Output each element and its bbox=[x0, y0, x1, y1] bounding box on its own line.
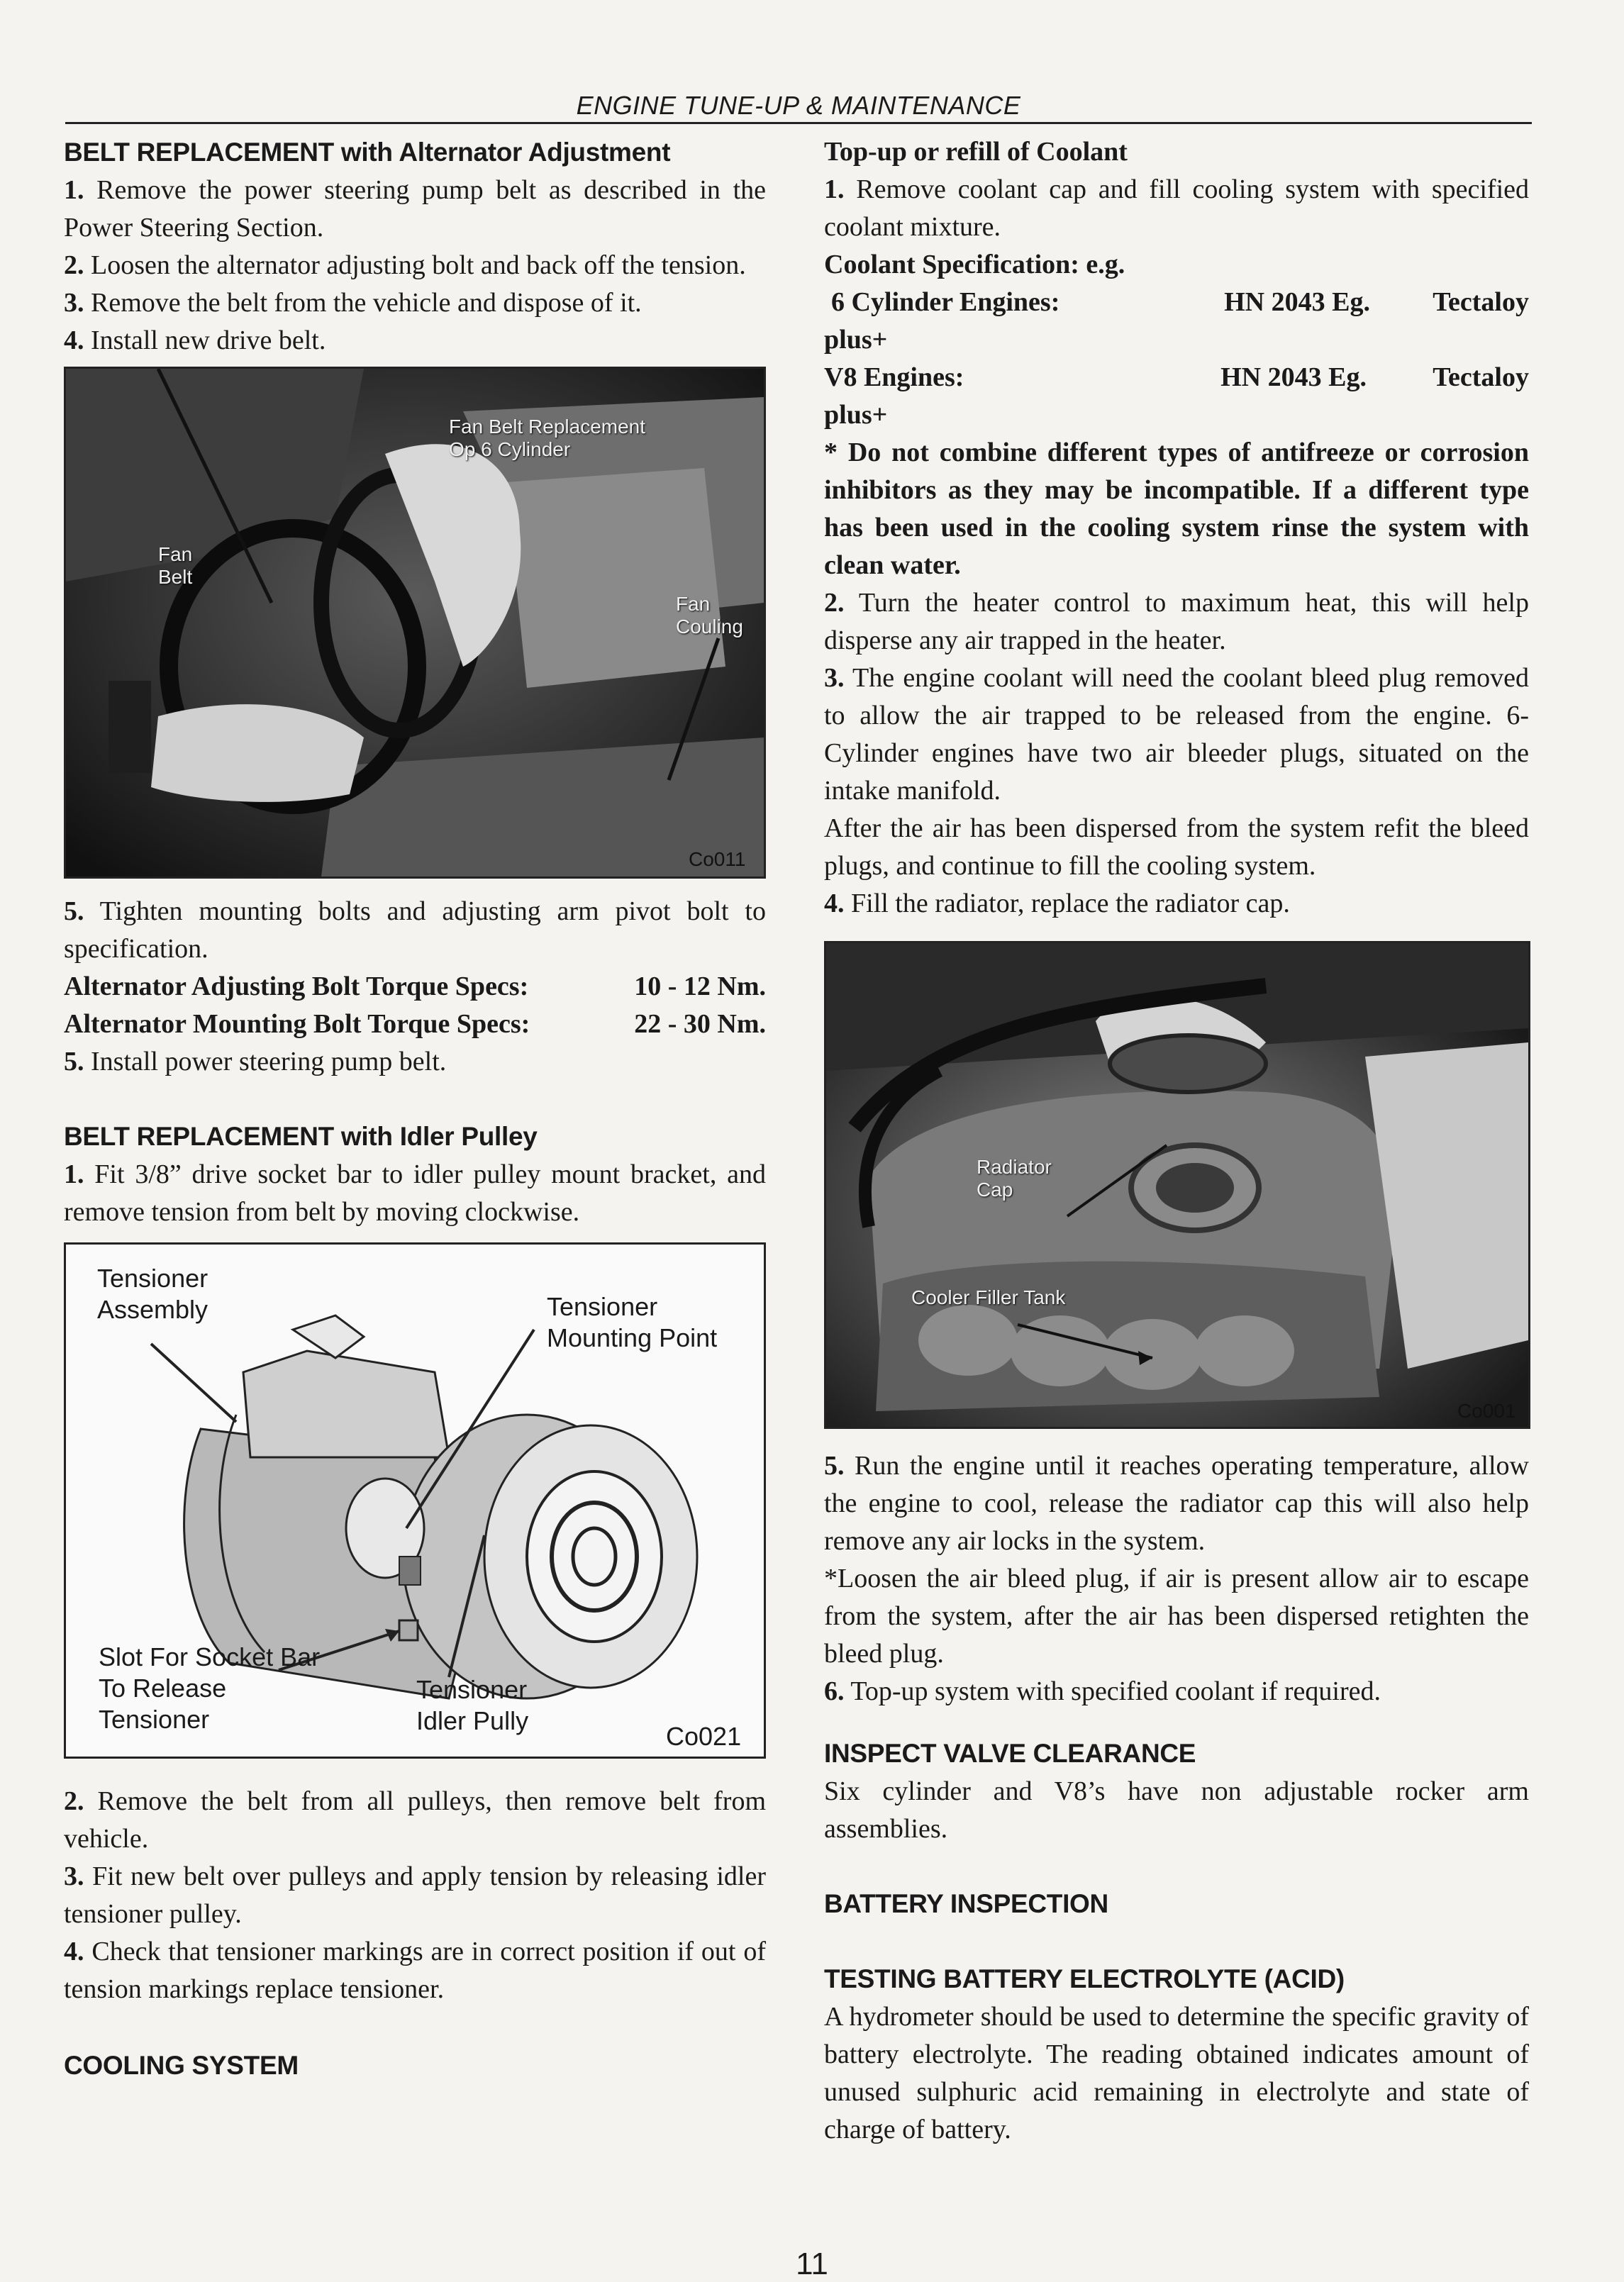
photo-code: Co011 bbox=[689, 848, 746, 870]
spec-suffix: plus+ bbox=[824, 400, 888, 430]
radiator-photo-code: Co001 bbox=[1457, 1400, 1516, 1422]
step-number: 4. bbox=[824, 889, 845, 918]
belt-idler-heading: BELT REPLACEMENT with Idler Pulley bbox=[64, 1122, 538, 1151]
page-number: 11 bbox=[796, 2247, 828, 2281]
step-number: 3. bbox=[824, 663, 845, 693]
radiator-photo-image bbox=[826, 943, 1528, 1427]
step-number: 6. bbox=[824, 1676, 845, 1706]
step-text: Run the engine until it reaches operating temperature, allow the engine to cool, release the radiator cap this will also help remove any air locks in the system. bbox=[824, 1451, 1529, 1556]
step-text: Fit new belt over pulleys and apply tension by releasing idler tensioner pulley. bbox=[64, 1861, 766, 1929]
step-number: 1. bbox=[824, 174, 845, 204]
step-text: Tighten mounting bolts and adjusting arm pivot bolt to specification. bbox=[64, 896, 766, 964]
coolant-step-6 bbox=[824, 1673, 1529, 1710]
torque-value: 22 - 30 Nm. bbox=[634, 1009, 766, 1039]
loosen-text: *Loosen the air bleed plug, if air is present allow air to escape from the system, after the air has been dispersed retighten the bleed plug. bbox=[824, 1564, 1529, 1669]
step-number: 1. bbox=[64, 175, 84, 205]
slot-socket-label: Slot For Socket Bar To Release Tensioner bbox=[99, 1642, 321, 1734]
cooler-tank-label: Cooler Filler Tank bbox=[911, 1286, 1066, 1308]
step-number: 3. bbox=[64, 1861, 84, 1891]
step-install bbox=[64, 1043, 766, 1081]
step-text: Turn the heater control to maximum heat, this will help disperse any air trapped in the heater. bbox=[824, 588, 1529, 655]
coolant-spec-heading: Coolant Specification: e.g. bbox=[824, 250, 1125, 279]
tensioner-diagram bbox=[64, 1242, 766, 1759]
radiator-cap-label: Radiator Cap bbox=[977, 1156, 1052, 1201]
diagram-code: Co021 bbox=[666, 1722, 742, 1751]
fan-couling-label: Fan Couling bbox=[676, 593, 743, 638]
step-text: Remove the belt from all pulleys, then remove belt from vehicle. bbox=[64, 1786, 767, 1854]
step-number: 2. bbox=[64, 1786, 84, 1816]
spec-brand: Tectaloy bbox=[1433, 287, 1529, 317]
spec-suffix: plus+ bbox=[824, 325, 888, 355]
step-number: 4. bbox=[64, 325, 84, 355]
tighten-steps bbox=[64, 893, 766, 1081]
step-text: Install new drive belt. bbox=[91, 325, 326, 355]
step-text: The engine coolant will need the coolant bleed plug removed to allow the air trapped to be released from the engine. 6-Cylinder engines have two air bleeder plugs, situated on the intake manifold. bbox=[824, 663, 1529, 806]
spec-row bbox=[824, 359, 1529, 396]
step-number: 2. bbox=[64, 250, 84, 280]
step-number: 1. bbox=[64, 1159, 84, 1189]
run-steps bbox=[824, 1447, 1529, 1710]
step-4 bbox=[64, 322, 766, 360]
step-number: 5. bbox=[64, 1047, 84, 1076]
step-number: 3. bbox=[64, 288, 84, 318]
page-header-title: ENGINE TUNE-UP & MAINTENANCE bbox=[576, 91, 1021, 120]
antifreeze-warning: * Do not combine different types of antifreeze or corrosion inhibitors as they may be incompatible. If a different type has been used in the cooling system rinse the system with clean water. bbox=[824, 438, 1529, 580]
spec-code: HN 2043 Eg. bbox=[1220, 362, 1367, 392]
spec-engine: 6 Cylinder Engines: bbox=[831, 287, 1060, 317]
coolant-step-1 bbox=[824, 171, 1529, 246]
torque-label: Alternator Adjusting Bolt Torque Specs: bbox=[64, 972, 529, 1001]
spec-engine: V8 Engines: bbox=[824, 362, 964, 392]
step-number: 2. bbox=[824, 588, 845, 618]
spec-row bbox=[824, 284, 1529, 321]
torque-adjusting bbox=[64, 968, 766, 1006]
coolant-step-4 bbox=[824, 885, 1529, 923]
step-number: 5. bbox=[64, 896, 84, 926]
electrolyte-heading: TESTING BATTERY ELECTROLYTE (ACID) bbox=[824, 1964, 1345, 1993]
step-1 bbox=[64, 172, 766, 247]
spec-v8 bbox=[824, 359, 1529, 434]
idler-steps bbox=[64, 1783, 766, 2008]
spec-brand: Tectaloy bbox=[1433, 362, 1529, 392]
coolant-step-3 bbox=[824, 659, 1529, 810]
step-text: Remove coolant cap and fill cooling system with specified coolant mixture. bbox=[824, 174, 1529, 242]
step-5 bbox=[64, 893, 766, 968]
photo-caption: Fan Belt Replacement Op 6 Cylinder bbox=[449, 416, 646, 460]
right-column bbox=[824, 133, 1529, 2149]
alternator-steps bbox=[64, 172, 766, 360]
step-text: Install power steering pump belt. bbox=[91, 1047, 447, 1076]
step-text: Fill the radiator, replace the radiator cap. bbox=[851, 889, 1290, 918]
coolant-step-5 bbox=[824, 1447, 1529, 1560]
fan-belt-label: Fan Belt bbox=[158, 543, 193, 588]
left-column bbox=[64, 133, 766, 2085]
valve-clearance-text: Six cylinder and V8’s have non adjustable rocker arm assemblies. bbox=[824, 1776, 1529, 1844]
step-3 bbox=[64, 284, 766, 322]
step-text: Remove the belt from the vehicle and dispose of it. bbox=[91, 288, 642, 318]
torque-mounting bbox=[64, 1006, 766, 1043]
idler-step-3 bbox=[64, 1858, 766, 1933]
after-air-text: After the air has been dispersed from the system refit the bleed plugs, and continue to fill the cooling system. bbox=[824, 813, 1529, 881]
torque-value: 10 - 12 Nm. bbox=[634, 972, 766, 1001]
step-number: 5. bbox=[824, 1451, 845, 1481]
idler-step-2 bbox=[64, 1783, 766, 1858]
cooling-system-heading: COOLING SYSTEM bbox=[64, 2051, 299, 2080]
step-number: 4. bbox=[64, 1937, 84, 1966]
coolant-step-2 bbox=[824, 584, 1529, 659]
tensioner-mounting-label: Tensioner Mounting Point bbox=[547, 1292, 718, 1352]
step-2 bbox=[64, 247, 766, 284]
valve-clearance-heading: INSPECT VALVE CLEARANCE bbox=[824, 1739, 1196, 1768]
radiator-photo bbox=[824, 941, 1530, 1429]
electrolyte-text: A hydrometer should be used to determine the specific gravity of battery electrolyte. The reading obtained indicates amount of unused sulphuric acid remaining in electrolyte and state of charge of battery. bbox=[824, 2002, 1529, 2144]
torque-label: Alternator Mounting Bolt Torque Specs: bbox=[64, 1009, 530, 1039]
step-text: Remove the power steering pump belt as described in the Power Steering Section. bbox=[64, 175, 766, 243]
step-text: Top-up system with specified coolant if required. bbox=[850, 1676, 1381, 1706]
tensioner-assembly-label: Tensioner Assembly bbox=[97, 1264, 208, 1324]
page-header bbox=[65, 89, 1532, 124]
step-text: Fit 3/8” drive socket bar to idler pulley mount bracket, and remove tension from belt by moving clockwise. bbox=[64, 1159, 766, 1227]
belt-alternator-heading: BELT REPLACEMENT with Alternator Adjustment bbox=[64, 138, 671, 167]
spec-6cyl bbox=[824, 284, 1529, 359]
step-text: Loosen the alternator adjusting bolt and back off the tension. bbox=[91, 250, 746, 280]
fan-belt-photo bbox=[64, 367, 766, 879]
spec-code: HN 2043 Eg. bbox=[1224, 287, 1370, 317]
idler-step-1 bbox=[64, 1156, 766, 1231]
tensioner-idler-label: Tensioner Idler Pully bbox=[416, 1675, 529, 1735]
coolant-heading: Top-up or refill of Coolant bbox=[824, 137, 1128, 167]
idler-step-4 bbox=[64, 1933, 766, 2008]
step-text: Check that tensioner markings are in correct position if out of tension markings replace tensioner. bbox=[64, 1937, 766, 2004]
battery-inspection-heading: BATTERY INSPECTION bbox=[824, 1889, 1108, 1918]
